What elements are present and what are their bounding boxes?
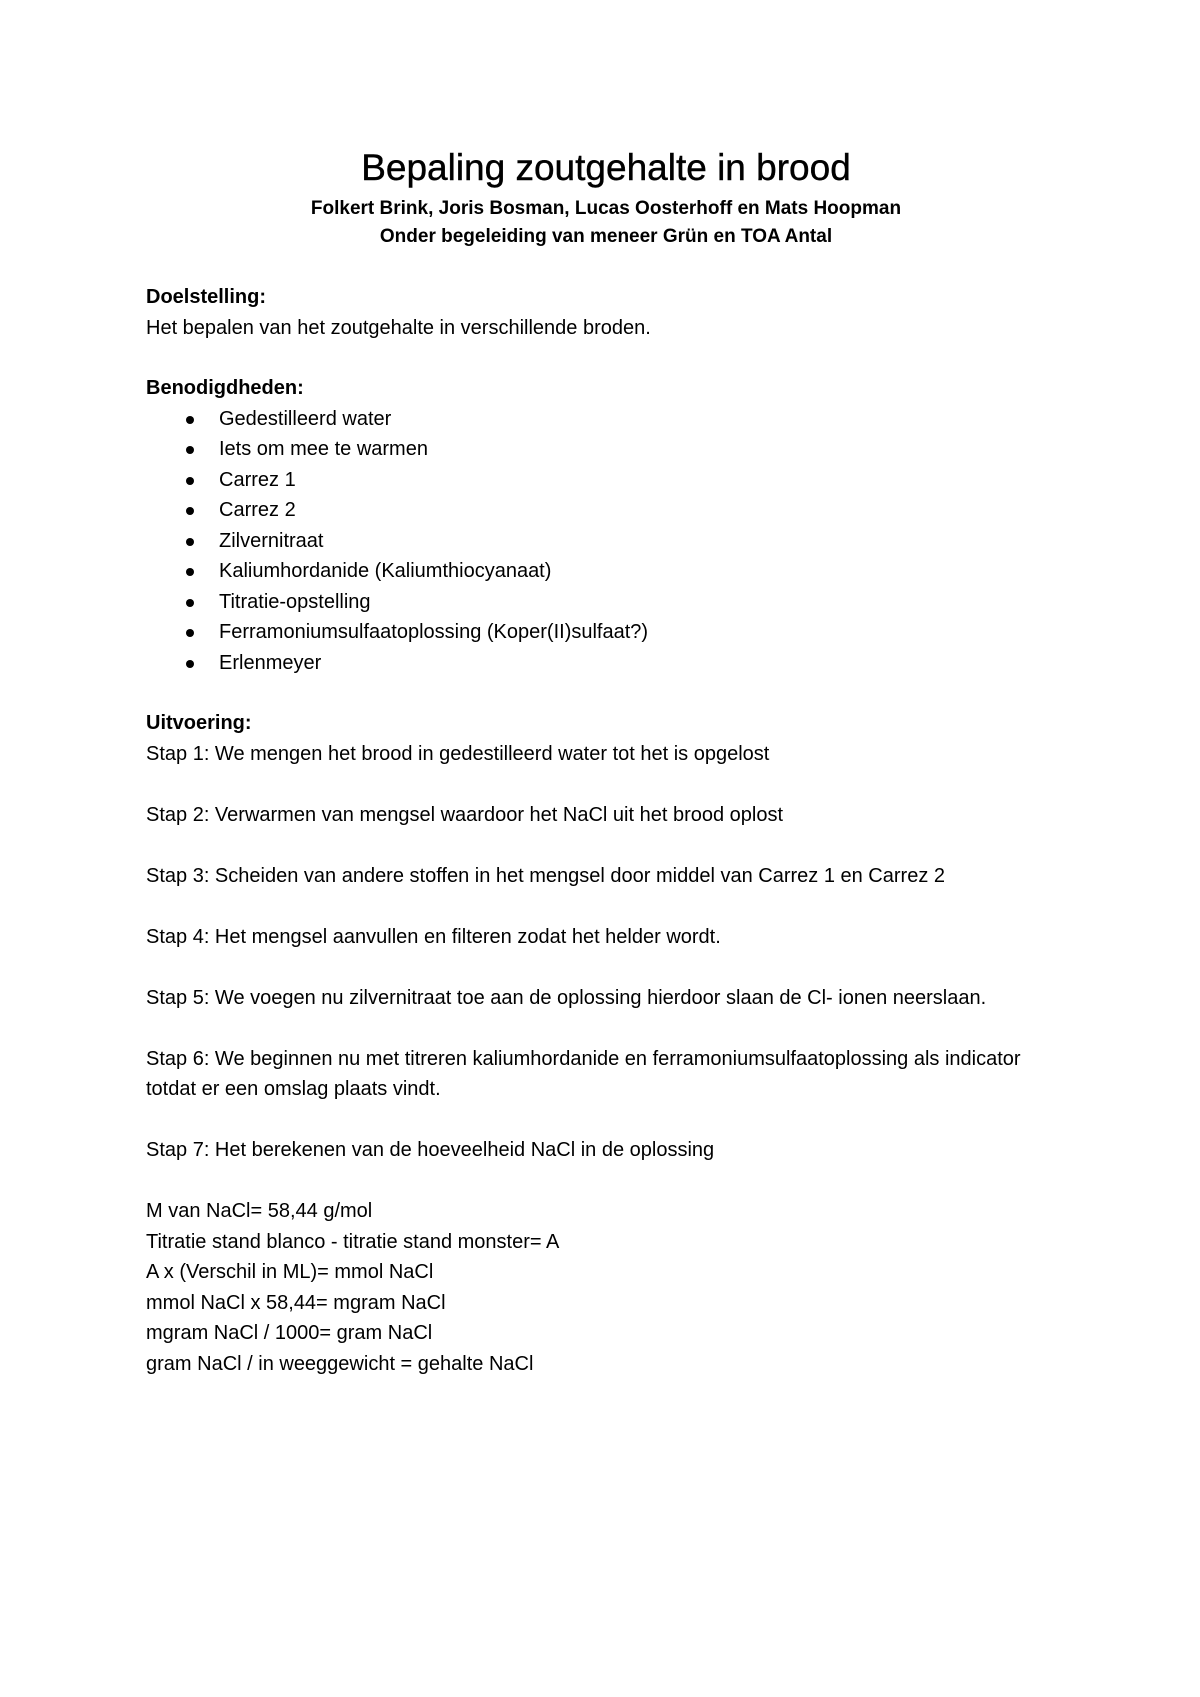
step-3: Stap 3: Scheiden van andere stoffen in het mengsel door middel van Carrez 1 en Carrez 2 [146, 864, 945, 887]
formula-line: M van NaCl= 58,44 g/mol [146, 1200, 373, 1222]
step-2: Stap 2: Verwarmen van mengsel waardoor het NaCl uit het brood oplost [146, 803, 784, 826]
step-4: Stap 4: Het mengsel aanvullen en filteren zodat het helder wordt. [146, 925, 721, 948]
list-item-label: Carrez 2 [219, 499, 296, 521]
list-item [146, 648, 1066, 679]
bullet-icon [186, 538, 194, 546]
benodigdheden-heading: Benodigdheden: [146, 377, 304, 399]
bullet-icon [186, 477, 194, 485]
bullet-icon [186, 660, 194, 668]
formula-line: mmol NaCl x 58,44= mgram NaCl [146, 1291, 446, 1314]
list-item-label: Gedestilleerd water [219, 407, 392, 430]
section-doelstelling [146, 282, 1066, 343]
section-benodigdheden [146, 373, 1066, 678]
doelstelling-heading: Doelstelling: [146, 286, 267, 308]
list-item [146, 404, 1066, 435]
list-item [146, 556, 1066, 587]
formula-line: gram NaCl / in weeggewicht = gehalte NaCl [146, 1352, 534, 1375]
bullet-icon [186, 568, 194, 576]
list-item-label: Kaliumhordanide (Kaliumthiocyanaat) [219, 560, 552, 582]
document-page [146, 0, 1066, 1697]
step-1: Stap 1: We mengen het brood in gedestilleerd water tot het is opgelost [146, 742, 770, 765]
benodigdheden-list [146, 404, 1066, 679]
list-item-label: Ferramoniumsulfaatoplossing (Koper(II)sulfaat?) [219, 621, 649, 643]
list-item [146, 495, 1066, 526]
list-item [146, 434, 1066, 465]
list-item-label: Erlenmeyer [219, 651, 322, 674]
formula-line: mgram NaCl / 1000= gram NaCl [146, 1322, 433, 1344]
list-item [146, 617, 1066, 648]
list-item-label: Carrez 1 [219, 468, 296, 491]
document-title: Bepaling zoutgehalte in brood [361, 147, 851, 188]
list-item [146, 465, 1066, 496]
bullet-icon [186, 599, 194, 607]
supervision-line: Onder begeleiding van meneer Grün en TOA Antal [379, 226, 833, 247]
list-item-label: Zilvernitraat [219, 529, 324, 552]
bullet-icon [186, 446, 194, 454]
bullet-icon [186, 629, 194, 637]
list-item [146, 526, 1066, 557]
step-7: Stap 7: Het berekenen van de hoeveelheid NaCl in de oplossing [146, 1139, 715, 1161]
list-item-label: Iets om mee te warmen [219, 438, 428, 460]
doelstelling-text: Het bepalen van het zoutgehalte in verschillende broden. [146, 316, 651, 339]
uitvoering-heading: Uitvoering: [146, 712, 252, 734]
section-uitvoering [146, 708, 1066, 1379]
list-item [146, 587, 1066, 618]
formula-line: A x (Verschil in ML)= mmol NaCl [146, 1261, 434, 1283]
step-5: Stap 5: We voegen nu zilvernitraat toe aan de oplossing hierdoor slaan de Cl- ionen neerslaan. [146, 986, 987, 1009]
bullet-icon [186, 416, 194, 424]
authors-line: Folkert Brink, Joris Bosman, Lucas Oosterhoff en Mats Hoopman [310, 198, 902, 219]
formula-line: Titratie stand blanco - titratie stand monster= A [146, 1230, 560, 1253]
list-item-label: Titratie-opstelling [219, 590, 371, 613]
step-6: Stap 6: We beginnen nu met titreren kaliumhordanide en ferramoniumsulfaatoplossing als indicator totdat er een omslag plaats vindt. [146, 1047, 1021, 1100]
bullet-icon [186, 507, 194, 515]
